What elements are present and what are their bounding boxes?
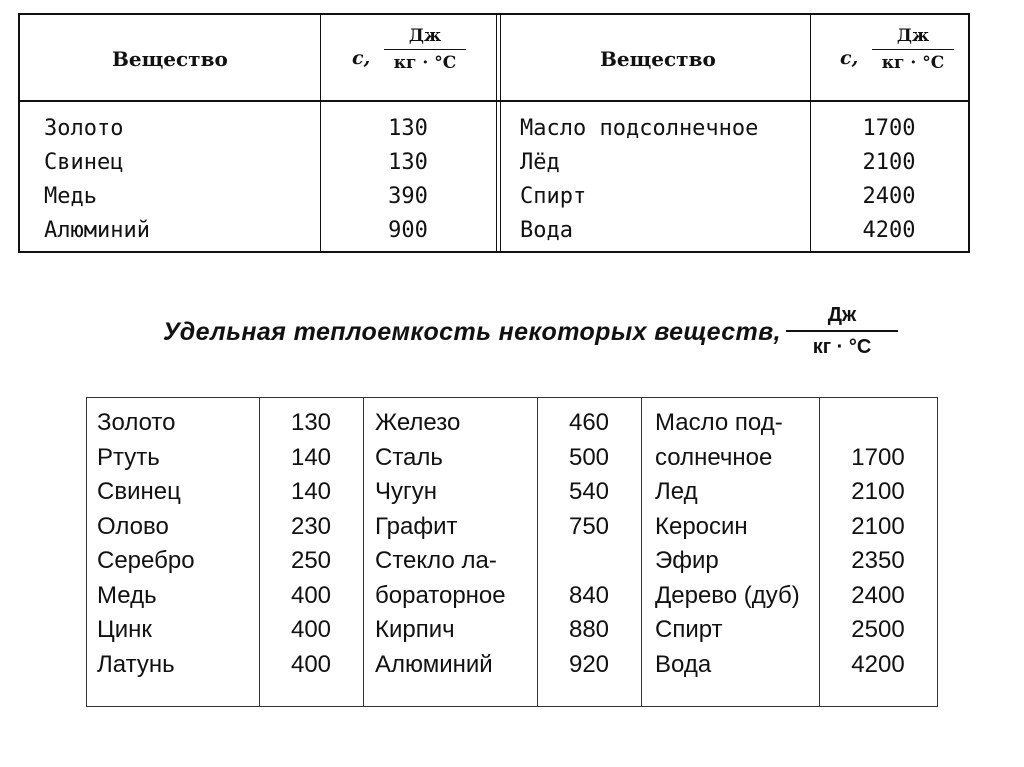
substance-name: Спирт [520, 184, 587, 209]
substance-name: Ртуть [97, 443, 160, 471]
heat-capacity-value: 230 [290, 512, 332, 540]
heat-capacity-value: 2100 [851, 512, 905, 540]
heat-capacity-value: 750 [568, 512, 610, 540]
specific-heat-table-1 [18, 13, 970, 253]
c-symbol: c, [840, 47, 859, 69]
substance-name: Стекло ла- [375, 547, 497, 574]
heat-capacity-value: 1700 [851, 443, 905, 471]
heat-capacity-value: 2500 [851, 616, 905, 643]
value-list-right [810, 112, 968, 248]
heat-capacity-value: 540 [568, 478, 610, 505]
substance-name: Сталь [375, 443, 443, 471]
substance-name: солнечное [655, 443, 773, 471]
heat-capacity-value [537, 544, 641, 579]
header-substance-left: Вещество [112, 47, 228, 71]
substance-name: Латунь [97, 650, 175, 678]
c-symbol: c, [352, 47, 371, 69]
column-divider [363, 398, 364, 706]
substance-list-right [520, 112, 758, 248]
substance-name: Спирт [655, 616, 723, 643]
heat-capacity-value: 400 [290, 581, 332, 609]
header-substance-right: Вещество [600, 47, 716, 71]
value-column-2 [537, 406, 641, 682]
substance-column-2 [375, 406, 506, 682]
heat-capacity-value: 2100 [862, 150, 916, 175]
substance-name: Вода [655, 650, 712, 678]
substance-name: Лёд [520, 150, 560, 175]
substance-name: бораторное [375, 581, 506, 609]
value-column-1 [259, 406, 363, 682]
heat-capacity-value: 2400 [862, 184, 916, 209]
heat-capacity-value [819, 406, 937, 441]
substance-name: Золото [44, 116, 124, 141]
heat-capacity-value: 4200 [851, 650, 905, 678]
heat-capacity-value: 2350 [851, 547, 905, 574]
header-c-unit-left [352, 25, 482, 95]
heat-capacity-value: 880 [568, 616, 610, 643]
unit-denominator: кг · °С [881, 53, 945, 73]
table-2-title: Удельная теплоемкость некоторых веществ, [163, 318, 781, 346]
substance-name: Свинец [44, 150, 124, 175]
header-c-unit-right [840, 25, 970, 95]
substance-name: Кирпич [375, 616, 455, 643]
title-unit-fraction [786, 302, 898, 360]
heat-capacity-value: 130 [388, 116, 428, 141]
heat-capacity-value: 840 [568, 581, 610, 609]
heat-capacity-value: 1700 [862, 116, 916, 141]
heat-capacity-value: 2100 [851, 478, 905, 505]
unit-denominator: кг · °С [393, 53, 457, 73]
value-list-left [320, 112, 496, 248]
heat-capacity-value: 500 [568, 443, 610, 471]
substance-name: Свинец [97, 478, 181, 505]
substance-name: Алюминий [375, 650, 493, 678]
specific-heat-table-2 [86, 397, 938, 707]
heat-capacity-value: 390 [388, 184, 428, 209]
value-column-3 [819, 406, 937, 682]
heat-capacity-value: 900 [388, 218, 428, 243]
substance-name: Серебро [97, 547, 195, 574]
heat-capacity-value: 130 [388, 150, 428, 175]
heat-capacity-value: 400 [290, 616, 332, 643]
substance-name: Золото [97, 409, 176, 436]
substance-name: Графит [375, 512, 458, 540]
heat-capacity-value: 460 [568, 409, 610, 436]
double-column-divider [496, 15, 501, 251]
substance-column-3 [655, 406, 800, 682]
heat-capacity-value: 920 [568, 650, 610, 678]
heat-capacity-value: 2400 [851, 581, 905, 609]
substance-name: Железо [375, 409, 461, 436]
substance-list-left [44, 112, 150, 248]
substance-name: Эфир [655, 547, 719, 574]
substance-name: Вода [520, 218, 573, 243]
substance-name: Цинк [97, 616, 152, 643]
unit-numerator: Дж [408, 26, 442, 46]
substance-name: Керосин [655, 512, 748, 540]
column-divider [641, 398, 642, 706]
heat-capacity-value: 130 [290, 409, 332, 436]
substance-name: Масло под- [655, 409, 783, 436]
heat-capacity-value: 140 [290, 443, 332, 471]
heat-capacity-value: 400 [290, 650, 332, 678]
substance-column-1 [97, 406, 195, 682]
unit-denominator: кг · °С [812, 336, 872, 358]
heat-capacity-value: 250 [290, 547, 332, 574]
unit-numerator: Дж [896, 26, 930, 46]
substance-name: Масло подсолнечное [520, 116, 759, 141]
substance-name: Медь [44, 184, 97, 209]
substance-name: Лед [655, 478, 698, 505]
header-divider [20, 100, 968, 102]
unit-numerator: Дж [827, 304, 857, 326]
heat-capacity-value: 4200 [862, 218, 916, 243]
substance-name: Чугун [375, 478, 438, 505]
substance-name: Дерево (дуб) [655, 581, 800, 609]
substance-name: Алюминий [44, 218, 150, 243]
substance-name: Олово [97, 512, 169, 540]
heat-capacity-value: 140 [290, 478, 332, 505]
substance-name: Медь [97, 581, 157, 609]
